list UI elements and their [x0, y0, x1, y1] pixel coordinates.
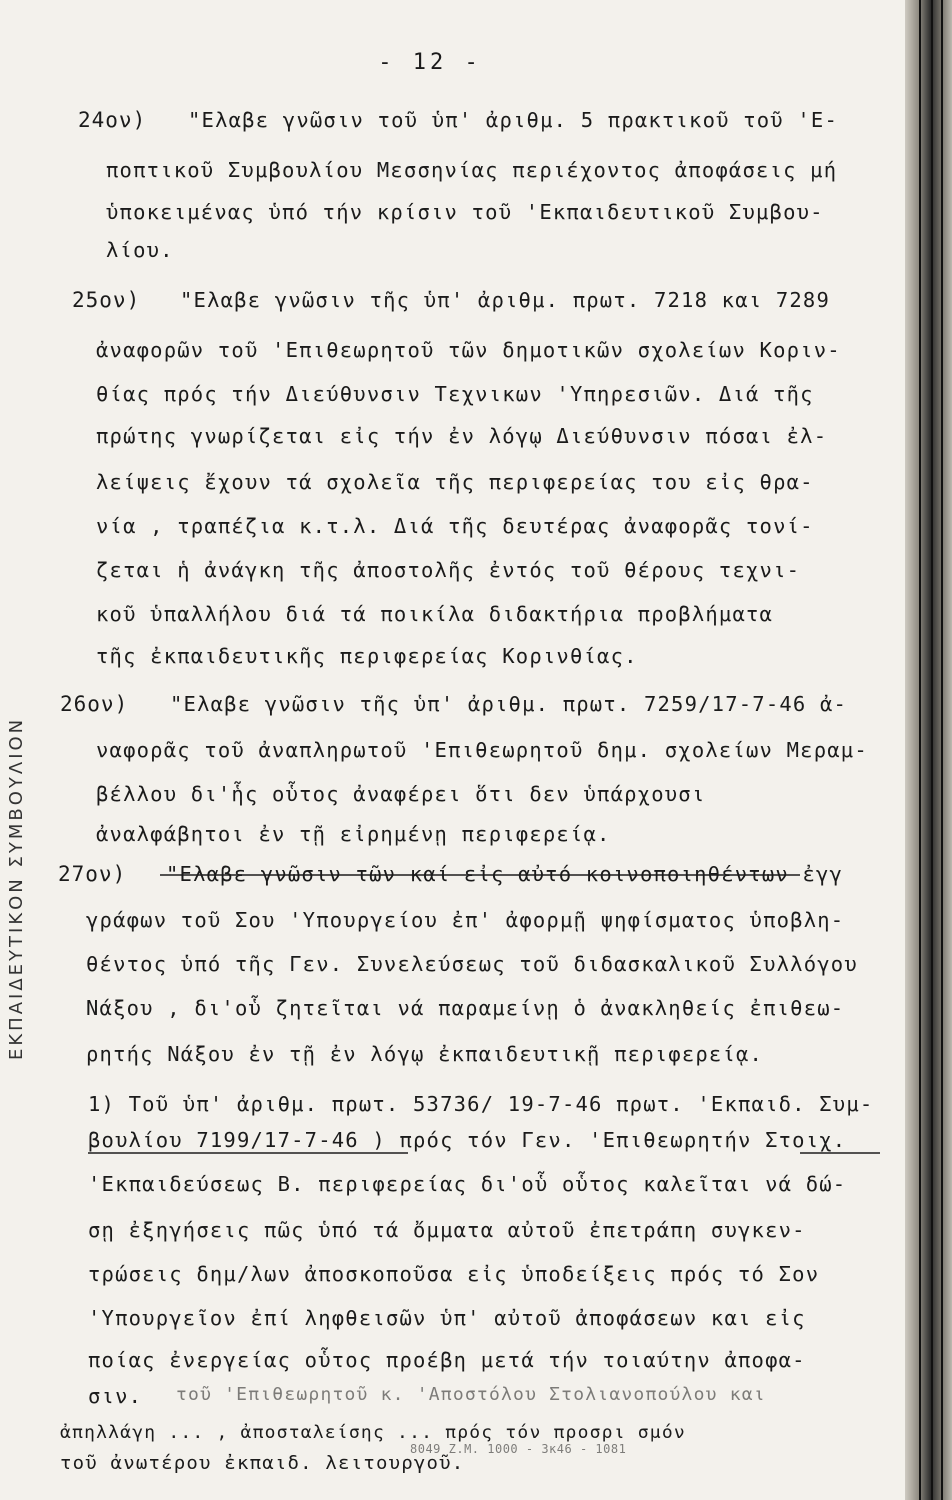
item-number-27: 27ον) — [58, 862, 127, 886]
text-line: 1) Τοῦ ὑπ' ἀριθμ. πρωτ. 53736/ 19-7-46 πρωτ. 'Εκπαιδ. Συμ- — [88, 1092, 874, 1116]
text-line: σῃ ἐξηγήσεις πῶς ὑπό τά ὄμματα αὐτοῦ ἐπετράπη συγκεν- — [88, 1218, 806, 1242]
text-line: θίας πρός τήν Διεύθυνσιν Τεχνικων 'Υπηρεσιῶν. Διά τῆς — [96, 382, 814, 406]
binding-edge — [941, 0, 943, 1500]
bottom-line: τοῦ ἀνωτέρου ἐκπαιδ. λειτουργοῦ. — [60, 1452, 465, 1474]
text-line: Νάξου , δι'οὗ ζητεῖται νά παραμείνῃ ὁ ἀνακληθείς ἐπιθεω- — [86, 996, 845, 1020]
text-line: νία , τραπέζια κ.τ.λ. Διά τῆς δευτέρας ἀναφορᾶς τονί- — [96, 514, 814, 538]
binding-edge — [919, 0, 921, 1500]
text-line: ποπτικοῦ Συμβουλίου Μεσσηνίας περιέχοντος ἀποφάσεις μή — [106, 158, 838, 182]
text-line: ζεται ἡ ἀνάγκη τῆς ἀποστολῆς ἐντός τοῦ θέρους τεχνι- — [96, 558, 801, 582]
footer-stamp: 8049 Ζ.Μ. 1000 - 3κ46 - 1081 — [410, 1442, 627, 1456]
text-line: 'Υπουργεῖον ἐπί ληφθεισῶν ὑπ' αὐτοῦ ἀποφάσεων και εἰς — [88, 1306, 806, 1330]
text-line: πρώτης γνωρίζεται εἰς τήν ἐν λόγῳ Διεύθυνσιν πόσαι ἐλ- — [96, 424, 828, 448]
binding-edge — [931, 0, 933, 1500]
text-line: θέντος ὑπό τῆς Γεν. Συνελεύσεως τοῦ διδασκαλικοῦ Συλλόγου — [86, 952, 858, 976]
text-line: βέλλου δι'ἧς οὗτος ἀναφέρει ὅτι δεν ὑπάρχουσι — [96, 782, 706, 806]
text-line: γράφων τοῦ Σου 'Υπουργείου ἐπ' ἀφορμῇ ψηφίσματος ὑποβλη- — [86, 908, 845, 932]
page-number: - 12 - — [378, 50, 482, 75]
text-line: λείψεις ἔχουν τά σχολεῖα τῆς περιφερείας του εἰς θρα- — [96, 470, 814, 494]
text-line: βουλίου 7199/17-7-46 ) πρός τόν Γεν. 'Επιθεωρητήν Στοιχ. — [88, 1128, 847, 1152]
text-line: τῆς ἐκπαιδευτικῆς περιφερείας Κορινθίας. — [96, 644, 638, 668]
text-line: "Ελαβε γνῶσιν τῆς ὑπ' ἀριθμ. πρωτ. 7218 και 7289 — [180, 288, 831, 312]
book-binding — [905, 0, 952, 1500]
item-number-24: 24ον) — [78, 108, 147, 132]
text-line: ποίας ἐνεργείας οὗτος προέβη μετά τήν τοιαύτην ἀποφα- — [88, 1348, 806, 1372]
bottom-line: ἀπηλλάγη ... , ἀποσταλείσης ... πρός τόν προσρι σμόν — [60, 1422, 686, 1443]
text-line: ἀναφορῶν τοῦ 'Επιθεωρητοῦ τῶν δημοτικῶν σχολείων Κοριν- — [96, 338, 841, 362]
text-line: 'Εκπαιδεύσεως Β. περιφερείας δι'οὗ οὗτος καλεῖται νά δώ- — [88, 1172, 847, 1196]
text-line: ναφορᾶς τοῦ ἀναπληρωτοῦ 'Επιθεωρητοῦ δημ. σχολείων Μεραμ- — [96, 738, 868, 762]
text-line: τρώσεις δημ/λων ἀποσκοποῦσα εἰς ὑποδείξεις πρός τό Σον — [88, 1262, 820, 1286]
margin-stamp: ΕΚΠΑΙΔΕΥΤΙΚΟΝ ΣΥΜΒΟΥΛΙΟΝ — [6, 716, 27, 1060]
text-line: κοῦ ὑπαλλήλου διά τά ποικίλα διδακτήρια προβλήματα — [96, 602, 774, 626]
text-line: ρητής Νάξου ἐν τῇ ἐν λόγῳ ἐκπαιδευτικῇ περιφερείᾳ. — [86, 1042, 764, 1066]
text-line: ὑποκειμένας ὑπό τήν κρίσιν τοῦ 'Εκπαιδευτικοῦ Συμβου- — [106, 200, 824, 224]
item-number-25: 25ον) — [72, 288, 141, 312]
text-line: ἀναλφάβητοι ἐν τῇ εἰρημένῃ περιφερείᾳ. — [96, 822, 611, 846]
text-line: σιν. — [88, 1384, 143, 1408]
text-line: "Ελαβε γνῶσιν τῆς ὑπ' ἀριθμ. πρωτ. 7259/17-7-46 ἀ- — [170, 692, 848, 716]
text-line: λίου. — [106, 238, 174, 262]
underline — [800, 1152, 880, 1154]
item-number-26: 26ον) — [60, 692, 129, 716]
faint-text-line: τοῦ 'Επιθεωρητοῦ κ. 'Αποστόλου Στολιανοπούλου και — [176, 1384, 766, 1405]
underline — [88, 1152, 408, 1154]
text-line: "Ελαβε γνῶσιν τοῦ ὑπ' ἀριθμ. 5 πρακτικοῦ τοῦ 'Ε- — [188, 108, 839, 132]
text-line: "Ελαβε γνῶσιν τῶν καί εἰς αὐτό κοινοποιηθέντων ἐγγ — [166, 862, 844, 886]
